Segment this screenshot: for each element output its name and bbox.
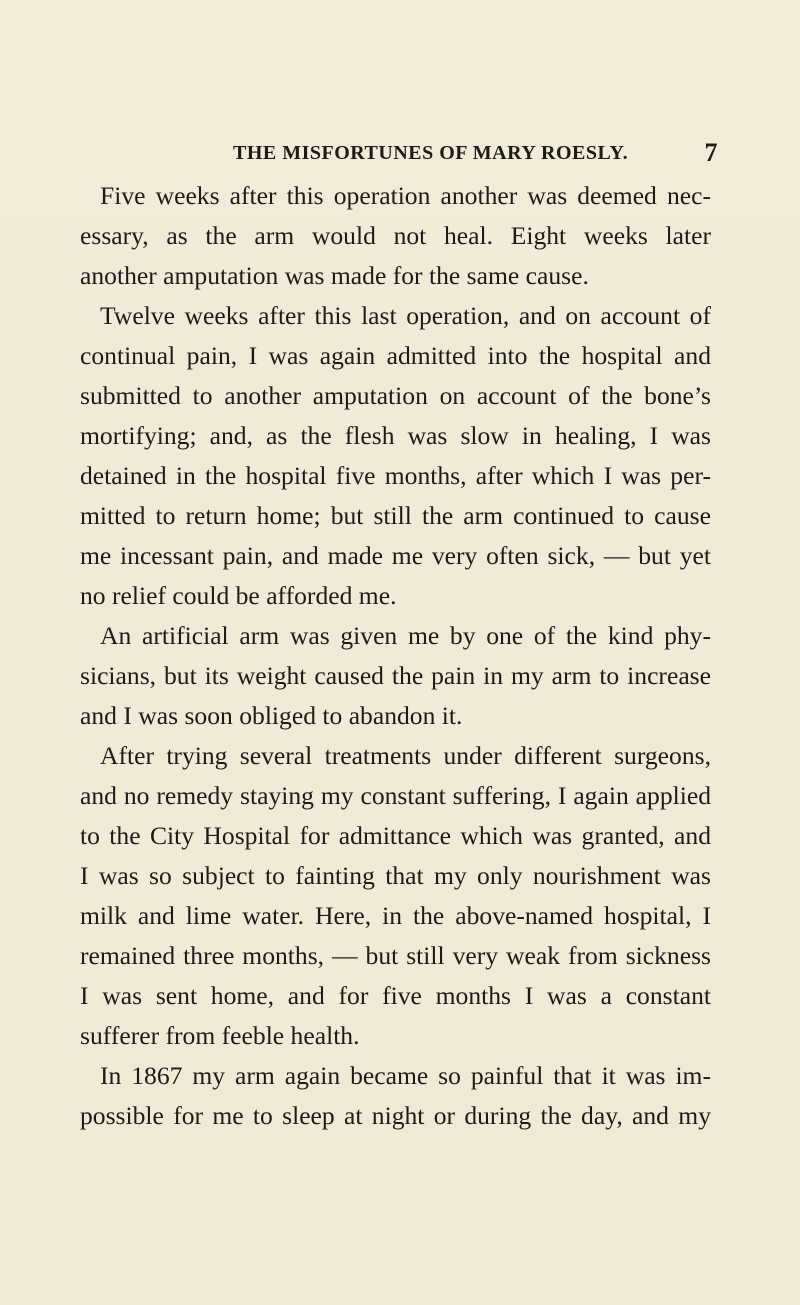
- text-line: milk and lime water. Here, in the above-named hospital, I: [80, 901, 711, 930]
- text-line: no relief could be afforded me.: [80, 581, 397, 610]
- text-line: and I was soon obliged to abandon it.: [80, 701, 463, 730]
- text-line: Twelve weeks after this last operation, and on account of: [100, 301, 711, 330]
- text-line: me incessant pain, and made me very often sick, — but yet: [80, 541, 711, 570]
- text-line: essary, as the arm would not heal. Eight weeks later: [80, 221, 711, 250]
- text-line: remained three months, — but still very weak from sickness: [80, 941, 711, 970]
- text-line: another amputation was made for the same cause.: [80, 261, 589, 290]
- text-line: I was sent home, and for five months I was a constant: [80, 981, 711, 1010]
- text-line: possible for me to sleep at night or during the day, and my: [80, 1101, 711, 1130]
- body-text: [80, 176, 711, 1136]
- text-line: detained in the hospital five months, after which I was per-: [80, 461, 711, 490]
- text-line: continual pain, I was again admitted into the hospital and: [80, 341, 711, 370]
- text-line: mitted to return home; but still the arm continued to cause: [80, 501, 711, 530]
- text-line: sufferer from feeble health.: [80, 1021, 360, 1050]
- text-line: After trying several treatments under different surgeons,: [100, 741, 711, 770]
- text-line: An artificial arm was given me by one of the kind phy-: [100, 621, 711, 650]
- text-line: to the City Hospital for admittance which was granted, and: [80, 821, 711, 850]
- running-title: THE MISFORTUNES OF MARY ROESLY.: [233, 142, 629, 164]
- text-line: and no remedy staying my constant suffering, I again applied: [80, 781, 711, 810]
- text-line: sicians, but its weight caused the pain in my arm to increase: [80, 661, 711, 690]
- text-line: mortifying; and, as the flesh was slow in healing, I was: [80, 421, 711, 450]
- text-line: I was so subject to fainting that my only nourishment was: [80, 861, 711, 890]
- text-line: submitted to another amputation on account of the bone’s: [80, 381, 711, 410]
- text-line: Five weeks after this operation another was deemed nec-: [100, 181, 711, 210]
- running-head: [212, 138, 718, 167]
- page-number: 7: [704, 138, 718, 167]
- text-line: In 1867 my arm again became so painful that it was im-: [100, 1061, 711, 1090]
